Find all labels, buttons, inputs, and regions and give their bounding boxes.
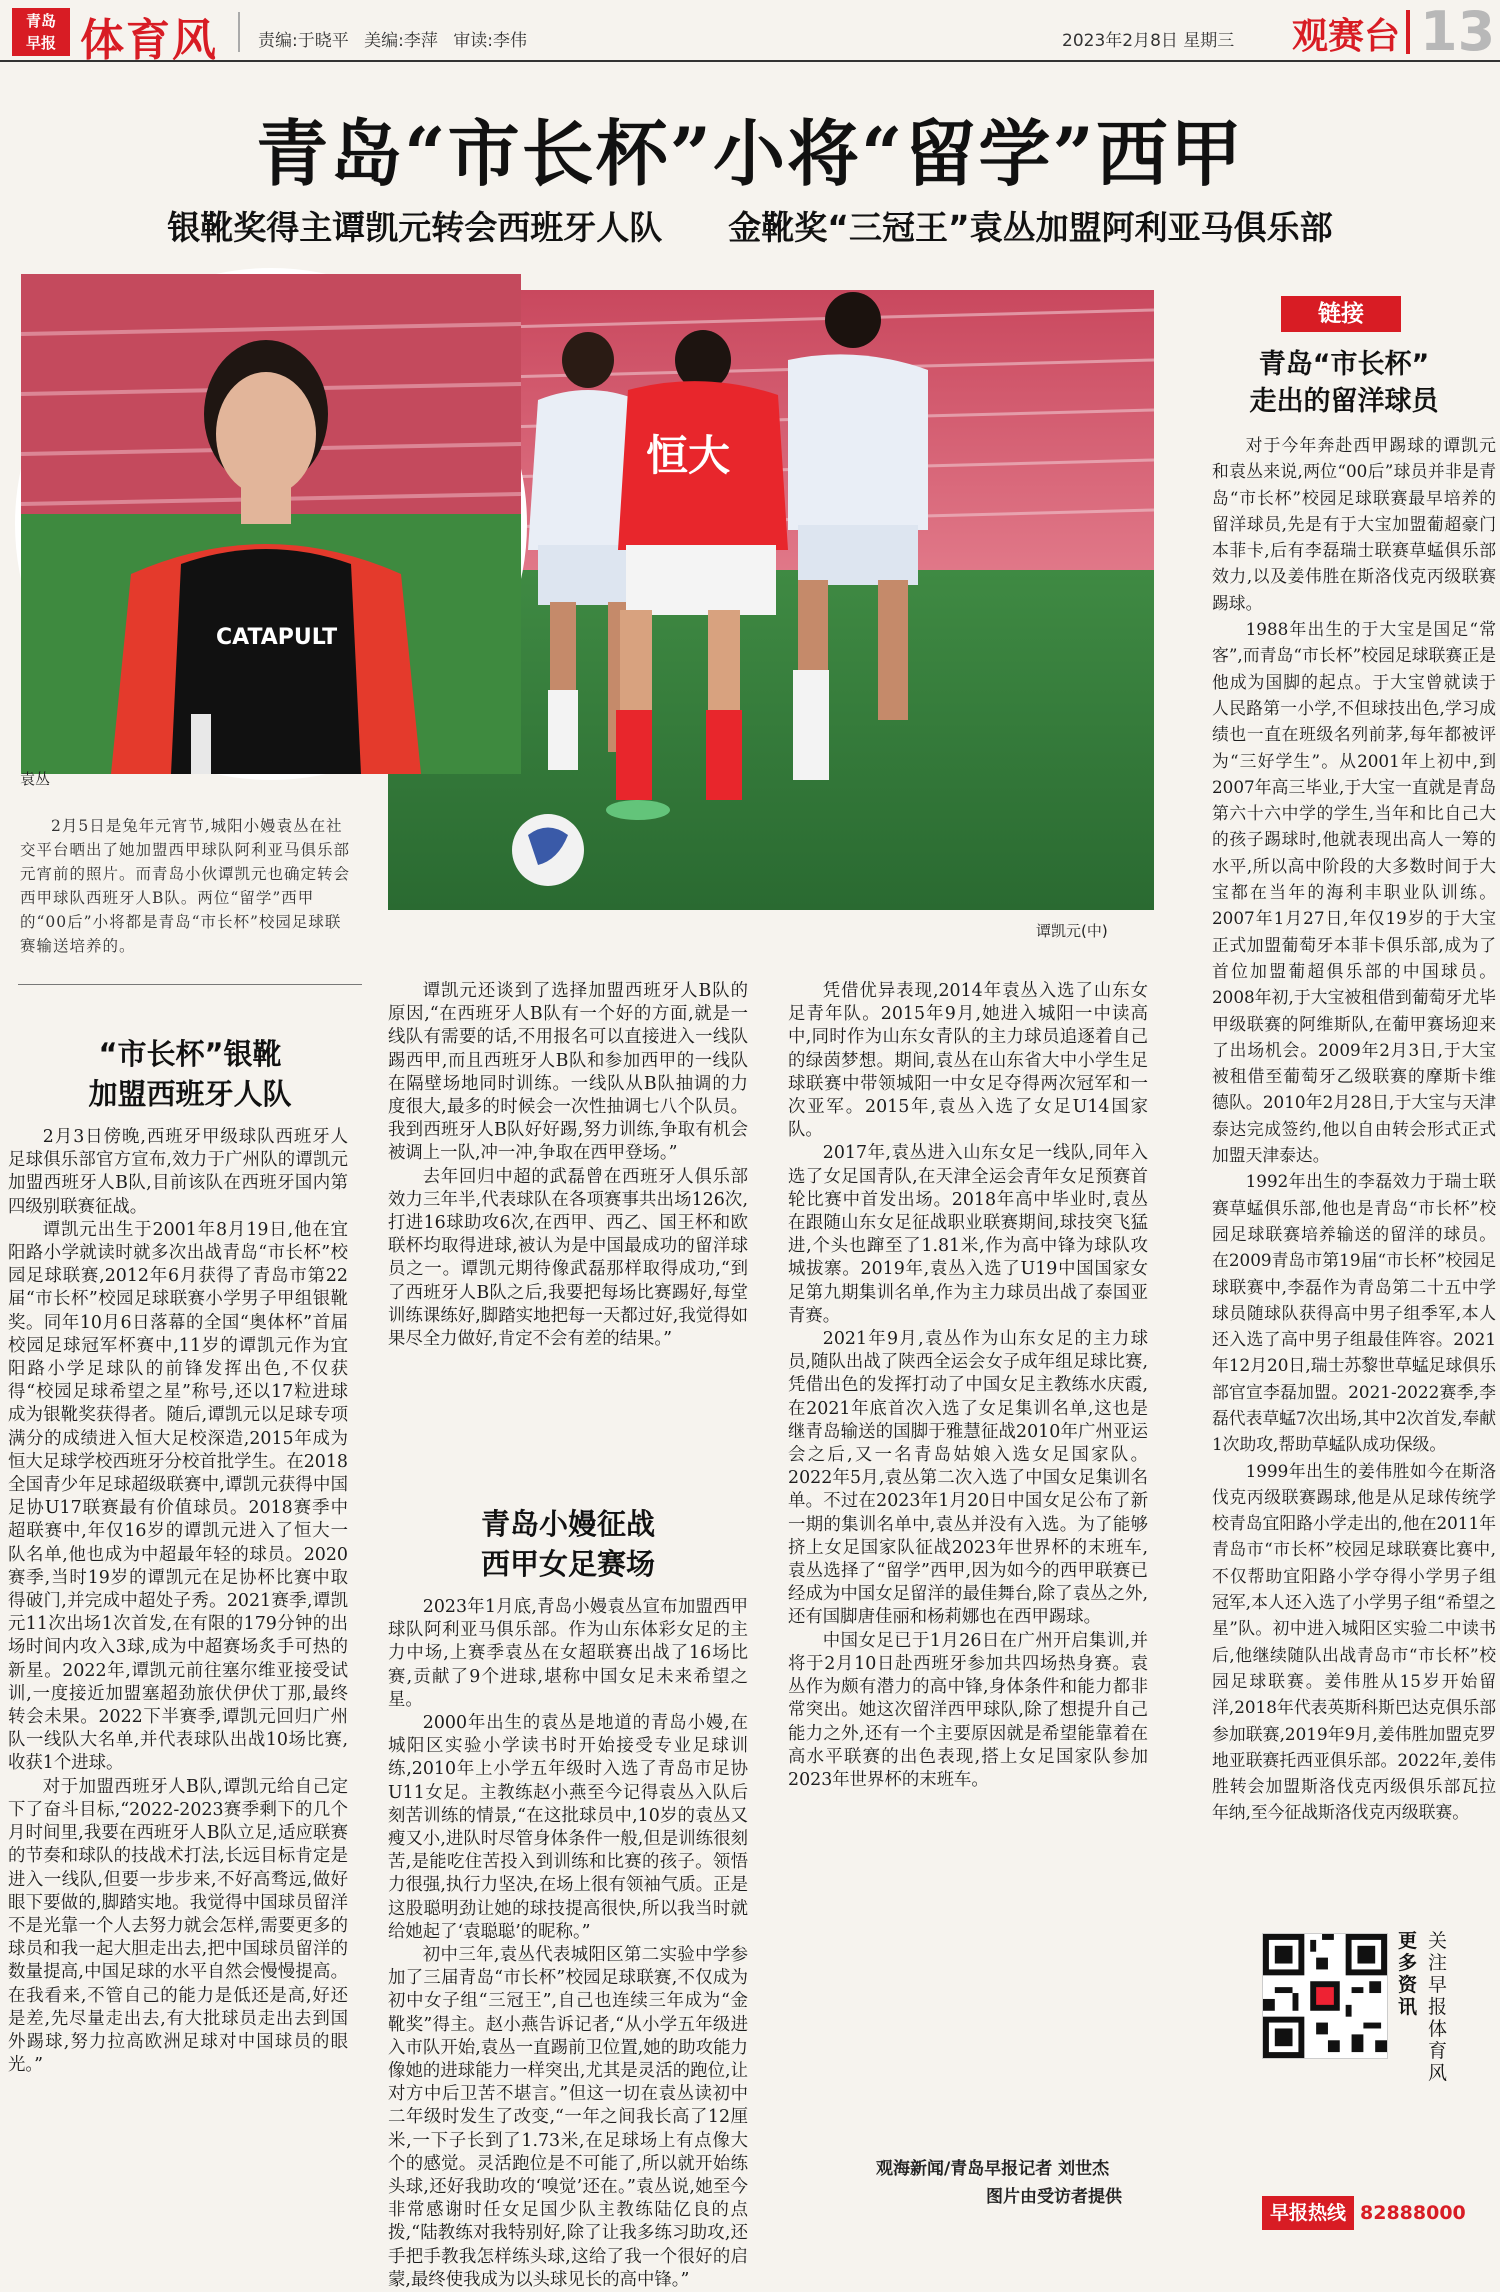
sidebar-paragraph: 1992年出生的李磊效力于瑞士联赛草蜢俱乐部,他也是青岛“市长杯”校园足球联赛培养输送的留洋的球员。在2009青岛市第19届“市长杯”校园足球联赛中,李磊作为青岛第二十五中学球员随球队获得高中男子组季军,本人还入选了高中男子组最佳阵容。2021年12月20日,瑞士苏黎世草蜢足球俱乐部官宣李磊加盟。2021-2022赛季,李磊代表草蜢7次出场,其中2次首发,奉献1次助攻,帮助草蜢队成功保级。 <box>1212 1171 1496 1455</box>
sidebar-article <box>1212 432 1496 1912</box>
qr-code-icon <box>1263 1934 1387 2058</box>
editor-credits: 责编:于晓平 美编:李萍 审读:李伟 <box>258 31 527 51</box>
section2-paragraph: 中国女足已于1月26日在广州开启集训,并将于2月10日赴西班牙参加共四场热身赛。袁丛作为颇有潜力的高中锋,身体条件和能力都非常突出。她这次留洋西甲球队,除了想提升自己能力之外,还有一个主要原因就是希望能靠着在高水平联赛的出色表现,搭上女足国家队参加2023年世界杯的末班车。 <box>788 1630 1148 1790</box>
shirt-sponsor-text: 恒大 <box>646 431 731 480</box>
header-divider <box>238 12 240 52</box>
sidebar-paragraph: 1988年出生的于大宝是国足“常客”,而青岛“市长杯”校园足球联赛正是他成为国脚的起点。于大宝曾就读于人民路第一小学,不但球技出色,学习成绩也一直在班级名列前茅,每年都被评为“三好学生”。从2001年上初中,到2007年高三毕业,于大宝一直就是青岛第六十六中学的学生,当年和比自己大的孩子踢球时,他就表现出高人一筹的水平,所以高中阶段的大多数时间于大宝都在当年的海利丰职业队训练。2007年1月27日,年仅19岁的于大宝正式加盟葡萄牙本菲卡俱乐部,成为了首位加盟葡超俱乐部的中国球员。2008年初,于大宝被租借到葡萄牙尤毕甲级联赛的阿维斯队,在葡甲赛场迎来了出场机会。2009年2月3日,于大宝被租借至葡萄牙乙级联赛的摩斯卡维德队。2010年2月28日,于大宝与天津泰达完成签约,他以自由转会形式正式加盟天津泰达。 <box>1212 619 1496 1166</box>
headline: 青岛“市长杯”小将“留学”西甲 <box>256 111 1244 196</box>
section2-paragraph: 凭借优异表现,2014年袁丛入选了山东女足青年队。2015年9月,她进入城阳一中读高中,同时作为山东女青队的主力球员追逐着自己的绿茵梦想。期间,袁丛在山东省大中小学生足球联赛中带领城阳一中女足夺得两次冠军和一次亚军。2015年,袁丛入选了女足U14国家队。 <box>788 981 1148 1141</box>
link-tag: 链接 <box>1281 296 1401 332</box>
sidebar-title-line2: 走出的留洋球员 <box>1249 386 1439 417</box>
sidebar-title-line1: 青岛“市长杯” <box>1258 349 1430 380</box>
newspaper-logo: 青岛 早报 <box>12 8 70 56</box>
portrait-caption: 袁丛 <box>20 770 51 788</box>
page-header <box>0 0 1500 62</box>
hotline <box>1262 2196 1486 2230</box>
section2-paragraph: 2021年9月,袁丛作为山东女足的主力球员,随队出战了陕西全运会女子成年组足球比赛,凭借出色的发挥打动了中国女足主教练水庆霞,在2021年底首次入选了女足集训名单,这也是继青岛输送的国脚于雅慧征战2010年广州亚运会之后,又一名青岛姑娘入选女足国家队。2022年5月,袁丛第二次入选了中国女足集训名单。不过在2023年1月20日中国女足公布了新一期的集训名单中,袁丛并没有入选。为了能够挤上女足国家队征战2023年世界杯的末班车,袁丛选择了“留学”西甲,因为如今的西甲联赛已经成为中国女足留洋的最佳舞台,除了袁丛之外,还有国脚唐佳丽和杨莉娜也在西甲踢球。 <box>788 1329 1148 1628</box>
qr-note-1: 更多资讯 <box>1398 1930 1418 2018</box>
portrait-illustration <box>21 274 521 774</box>
section1-paragraph: 谭凯元还谈到了选择加盟西班牙人B队的原因,“在西班牙人B队有一个好的方面,就是一线队有需要的话,不用报名可以直接进入一线队踢西甲,而且西班牙人B队和参加西甲的一线队在隔壁场地同时训练。一线队从B队抽调的力度很大,最多的时候会一次性抽调七八个队员。我到西班牙人B队好好踢,努力训练,争取有机会被调上一队,冲一冲,争取在西甲登场。” <box>388 981 748 1164</box>
section2-paragraph: 2017年,袁丛进入山东女足一线队,同年入选了女足国青队,在天津全运会青年女足预赛首轮比赛中首发出场。2018年高中毕业时,袁丛在跟随山东女足征战职业联赛期间,球技突飞猛进,个头也蹿至了1.81米,作为高中锋为球队攻城拔寨。2019年,袁丛入选了U19中国国家女足第九期集训名单,作为主力球员出战了泰国亚青赛。 <box>788 1143 1148 1326</box>
photo-credit: 图片由受访者提供 <box>986 2187 1122 2207</box>
section2-heading-line2: 西甲女足赛场 <box>480 1547 655 1581</box>
reporter-byline: 观海新闻/青岛早报记者 刘世杰 <box>876 2159 1110 2179</box>
sidebar-paragraph: 1999年出生的姜伟胜如今在斯洛伐克丙级联赛踢球,他是从足球传统学校青岛宜阳路小学走出的,他在2011年青岛市“市长杯”校园足球联赛比赛中,不仅帮助宜阳路小学夺得小学男子组冠军,本人还入选了小学男子组“希望之星”队。初中进入城阳区实验二中读书后,他继续随队出战青岛市“市长杯”校园足球联赛。姜伟胜从15岁开始留洋,2018年代表英斯科斯巴达克俱乐部参加联赛,2019年9月,姜伟胜加盟克罗地亚联赛托西亚俱乐部。2022年,姜伟胜转会加盟斯洛伐克丙级俱乐部瓦拉年纳,至今征战斯洛伐克丙级联赛。 <box>1212 1460 1496 1823</box>
article-column-1 <box>8 1126 348 2238</box>
section1-paragraph: 2月3日傍晚,西班牙甲级球队西班牙人足球俱乐部官方宣布,效力于广州队的谭凯元加盟西班牙人B队,目前该队在西班牙国内第四级别联赛征战。 <box>8 1127 348 1217</box>
section2-heading-line1: 青岛小嫚征战 <box>480 1507 655 1541</box>
column-name: 观赛台 <box>1292 16 1401 57</box>
section-name: 体育风 <box>80 15 218 66</box>
article-column-3 <box>788 980 1148 2140</box>
section1-paragraph: 谭凯元出生于2001年8月19日,他在宜阳路小学就读时就多次出战青岛“市长杯”校园足球联赛,2012年6月获得了青岛市第22届“市长杯”校园足球联赛小学男子甲组银靴奖。同年10月6日落幕的全国“奥体杯”首届校园足球冠军杯赛中,11岁的谭凯元作为宜阳路小学足球队的前锋发挥出色,不仅获得“校园足球希望之星”称号,还以17粒进球成为银靴奖获得者。随后,谭凯元以足球专项满分的成绩进入恒大足校深造,2015年成为恒大足球学校西班牙分校首批学生。在2018全国青少年足球超级联赛中,谭凯元获得中国足协U17联赛最有价值球员。2018赛季中超联赛中,年仅16岁的谭凯元进入了恒大一队名单,他也成为中超最年轻的球员。2020赛季,当时19岁的谭凯元在足协杯比赛中取得破门,并完成中超处子秀。2021赛季,谭凯元11次出场1次首发,在有限的179分钟的出场时间内攻入3球,成为中超赛场炙手可热的新星。2022年,谭凯元前往塞尔维亚接受试训,一度接近加盟塞超劲旅伏伊伏丁那,最终转会未果。2022下半赛季,谭凯元回归广州队一线队大名单,并代表球队出战10场比赛,收获1个进球。 <box>8 1219 348 1774</box>
subheadline: 银靴奖得主谭凯元转会西班牙人队 金靴奖“三冠王”袁丛加盟阿利亚马俱乐部 <box>167 208 1333 247</box>
intro-text: 2月5日是兔年元宵节,城阳小嫚袁丛在社交平台晒出了她加盟西甲球队阿利亚马俱乐部元宵前的照片。而青岛小伙谭凯元也确定转会西甲球队西班牙人B队。两位“留学”西甲的“00后”小将都是青岛“市长杯”校园足球联赛输送培养的。 <box>20 817 351 955</box>
qr-note-2: 关注早报体育风 <box>1428 1930 1448 2084</box>
page-number-bar <box>1406 10 1410 54</box>
hotline-number: 82888000 <box>1360 2202 1466 2224</box>
section1-heading <box>20 1034 360 1114</box>
section1-heading-line2: 加盟西班牙人队 <box>88 1077 292 1111</box>
section2-paragraph: 2000年出生的袁丛是地道的青岛小嫚,在城阳区实验小学读书时开始接受专业足球训练,2010年上小学五年级时入选了青岛市足协U11女足。主教练赵小燕至今记得袁丛入队后刻苦训练的情景,“在这批球员中,10岁的袁丛又瘦又小,进队时尽管身体条件一般,但是训练很刻苦,是能吃住苦投入到训练和比赛的孩子。领悟力很强,执行力坚决,在场上很有领袖气质。正是这股聪明劲让她的球技提高很快,所以我当时就给她起了‘袁聪聪’的昵称。” <box>388 1713 748 1942</box>
hotline-label: 早报热线 <box>1262 2196 1354 2230</box>
article-column-2-lower <box>388 1596 748 2290</box>
section1-paragraph: 去年回归中超的武磊曾在西班牙人俱乐部效力三年半,代表球队在各项赛事共出场126次,打进16球助攻6次,在西甲、西乙、国王杯和欧联杯均取得进球,被认为是中国最成功的留洋球员之一。谭凯元期待像武磊那样取得成功,“到了西班牙人B队之后,我要把每场比赛踢好,每堂训练课练好,脚踏实地把每一天都过好,我觉得如果尽全力做好,肯定不会有差的结果。” <box>388 1166 748 1350</box>
intro-lead <box>20 814 355 958</box>
section2-paragraph: 2023年1月底,青岛小嫚袁丛宣布加盟西甲球队阿利亚马俱乐部。作为山东体彩女足的主力中场,上赛季袁丛在女超联赛出战了16场比赛,贡献了9个进球,堪称中国女足未来希望之星。 <box>388 1597 748 1710</box>
section1-paragraph: 对于加盟西班牙人B队,谭凯元给自己定下了奋斗目标,“2022-2023赛季剩下的几个月时间里,我要在西班牙人B队立足,适应联赛的节奏和球队的技战术打法,长远目标肯定是进入一线队,但要一步步来,不好高骛远,做好眼下要做的,脚踏实地。我觉得中国球员留洋不是光靠一个人去努力就会怎样,需要更多的球员和我一起大胆走出去,把中国球员留洋的数量提高,中国足球的水平自然会慢慢提高。在我看来,不管自己的能力是低还是高,好还是差,先尽量走出去,有大批球员走出去到国外踢球,努力拉高欧洲足球对中国球员的眼光。” <box>8 1776 348 2076</box>
match-photo-caption: 谭凯元(中) <box>1036 922 1108 940</box>
vest-brand-text: CATAPULT <box>216 625 338 650</box>
sidebar-paragraph: 对于今年奔赴西甲踢球的谭凯元和袁丛来说,两位“00后”球员并非是青岛“市长杯”校园足球联赛最早培养的留洋球员,先是有于大宝加盟葡超豪门本菲卡,后有李磊瑞士联赛草蜢俱乐部效力,以及姜伟胜在斯洛伐克丙级联赛踢球。 <box>1212 435 1496 613</box>
intro-divider <box>18 984 362 985</box>
qr-code[interactable] <box>1262 1933 1388 2059</box>
article-column-2 <box>388 980 748 1494</box>
portrait-photo <box>15 268 527 780</box>
section2-heading <box>388 1504 748 1584</box>
issue-date: 2023年2月8日 星期三 <box>1062 31 1235 51</box>
sidebar-title <box>1214 346 1474 420</box>
section1-heading-line1: “市长杯”银靴 <box>98 1037 282 1071</box>
section2-paragraph: 初中三年,袁丛代表城阳区第二实验中学参加了三届青岛“市长杯”校园足球联赛,不仅成为初中女子组“三冠王”,自己也连续三年成为“金靴奖”得主。赵小燕告诉记者,“从小学五年级进入市队开始,袁丛一直踢前卫位置,她的助攻能力像她的进球能力一样突出,尤其是灵活的跑位,让对方中后卫苦不堪言。”但这一切在袁丛读初中二年级时发生了改变,“一年之间我长高了12厘米,一下子长到了1.73米,在足球场上有点像大个的感觉。灵活跑位是不可能了,所以就开始练头球,还好我助攻的‘嗅觉’还在。”袁丛说,她至今非常感谢时任女足国少队主教练陆亿良的点拨,“陆教练对我特别好,除了让我多练习助攻,还手把手教我怎样练头球,这给了我一个很好的启蒙,最终使我成为以头球见长的高中锋。” <box>388 1945 748 2290</box>
page-number: 13 <box>1420 0 1496 63</box>
